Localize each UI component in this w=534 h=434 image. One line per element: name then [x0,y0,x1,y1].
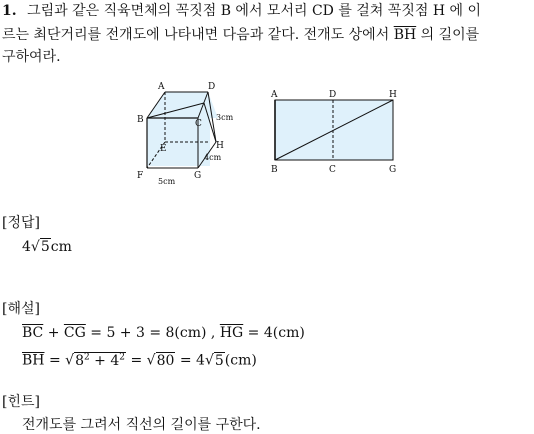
hint-title: [힌트] [2,394,40,410]
label-d: D [208,82,216,92]
seg-bc: $\overline{BC}$ [22,325,44,341]
label-b: B [137,115,144,125]
hint-text: 전개도를 그려서 직선의 길이를 구한다. [22,417,261,433]
sol-exp2: 2 [119,352,125,362]
sol-unit: (cm) [224,352,257,369]
dim-fg: 5cm [158,177,176,186]
problem-text-2b: 의 길이를 [416,27,480,43]
label-g: G [194,171,202,181]
problem-line-1 [2,2,481,20]
net-label-h: H [389,90,397,100]
sol-rad1: 8 [75,352,84,369]
label-c: C [195,119,202,129]
problem-text-3: 구하여라. [2,49,61,65]
sol-plus2: + 4 [89,352,120,369]
segment-bh: $\overline{BH}$ [393,27,417,43]
seg-cg: $\overline{CG}$ [63,325,86,341]
solution-line-1 [22,324,305,342]
label-e: E [160,144,167,154]
sol-rad3: 5 [214,352,224,369]
sol-eq3: = [126,352,147,369]
sol-eq4: = 4 [175,352,205,369]
problem-text-1: 그림과 같은 직육면체의 꼭짓점 B 에서 모서리 CD 를 걸쳐 꼭짓점 H 에 이 [27,3,481,19]
sol-end1: = 4(cm) [243,325,305,341]
answer-unit: cm [50,239,72,255]
problem-number: 1. [2,3,17,19]
dim-gh: 4cm [204,153,222,162]
solution-title: [해설] [2,301,40,317]
net-label-a: A [271,90,278,100]
dim-cd: 3cm [216,113,234,122]
sol-eq1: = 5 + 3 = 8(cm) , [85,325,220,341]
label-a: A [158,82,165,92]
answer-value: 4√5cm [22,239,72,255]
problem-line-3 [2,48,61,66]
sol-rad2: 80 [156,352,175,369]
sol-plus: + [43,325,64,341]
cuboid-figure [130,78,270,188]
sol-exp1: 2 [83,352,90,362]
answer-radicand: 5 [40,239,50,255]
net-label-g: G [389,165,397,175]
net-label-d: D [329,90,337,100]
answer-title: [정답] [2,215,40,231]
net-label-c: C [329,165,336,175]
label-f: F [137,171,144,181]
net-label-b: B [271,165,278,175]
sqrt-sum [74,352,126,369]
seg-hg: $\overline{HG}$ [219,325,244,341]
net-figure [265,88,405,178]
problem-text-2: 르는 최단거리를 전개도에 나타내면 다음과 같다. 전개도 상에서 [2,27,394,43]
answer-coef: 4 [22,239,31,255]
sol-eq2: = [44,352,66,369]
label-h: H [216,141,224,151]
solution-line-2: $\overline{BH} = √8^2 + 4^2 = √80 = 4√5(cm)$ [22,352,257,369]
seg-bh-sol: $\overline{BH}$ [22,352,45,369]
problem-line-2 [2,26,479,44]
